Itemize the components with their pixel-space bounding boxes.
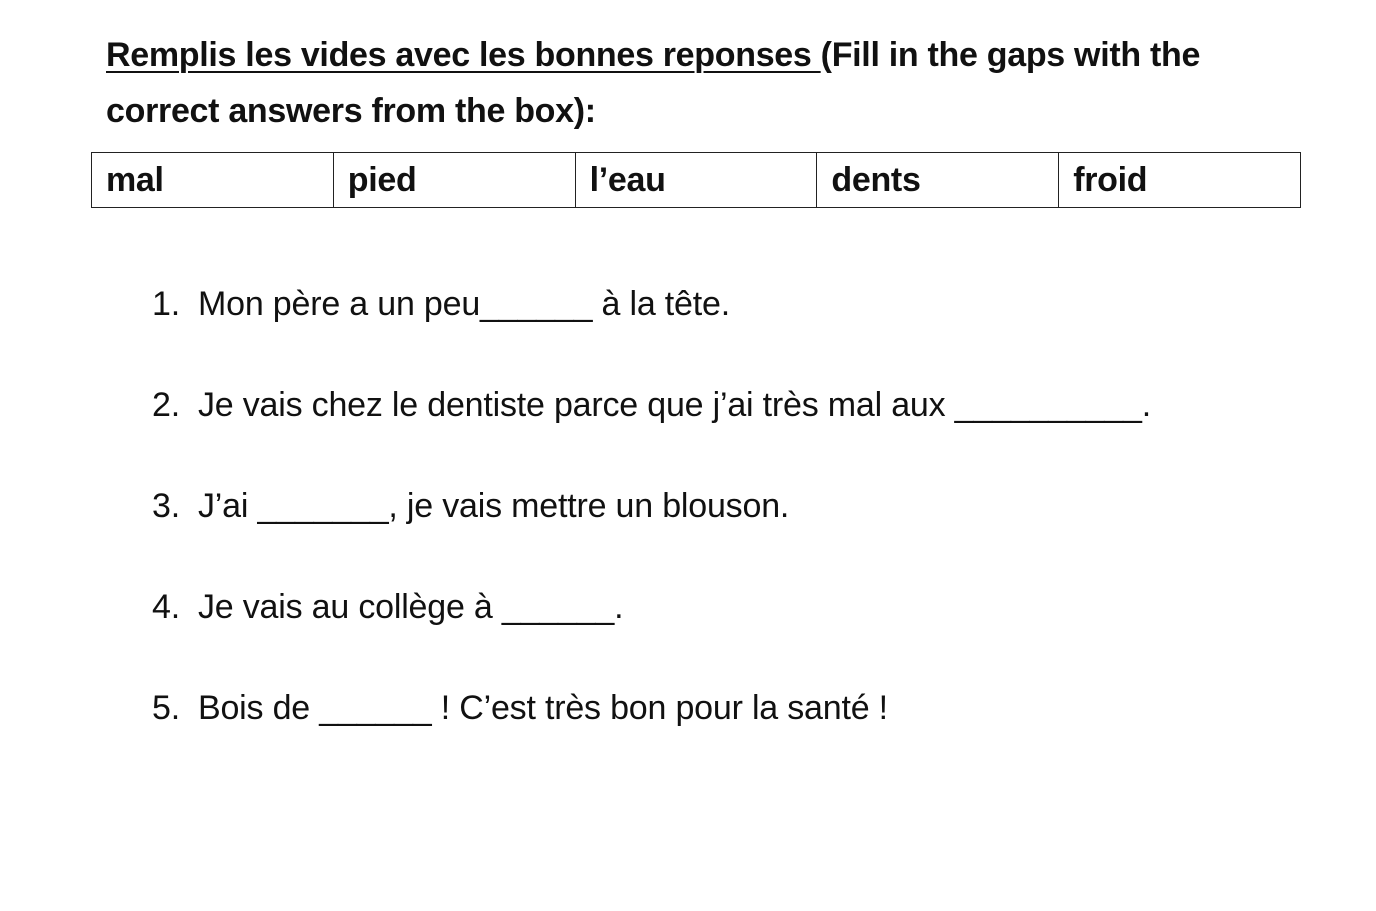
question-text: Bois de ______ ! C’est très bon pour la santé !	[198, 689, 888, 727]
question-number: 2.	[152, 386, 180, 424]
question-item	[152, 386, 1332, 487]
question-number: 4.	[152, 588, 180, 626]
question-list	[152, 285, 1332, 790]
instruction-heading	[106, 27, 1296, 139]
word-box-cell: pied	[333, 153, 575, 208]
question-item	[152, 588, 1332, 689]
word-box-cell: froid	[1059, 153, 1301, 208]
question-text: Je vais au collège à ______.	[198, 588, 624, 626]
word-box-table	[91, 152, 1301, 208]
question-text: J’ai _______, je vais mettre un blouson.	[198, 487, 790, 525]
instruction-french: Remplis les vides avec les bonnes reponses	[106, 36, 821, 74]
question-number: 3.	[152, 487, 180, 525]
question-text: Je vais chez le dentiste parce que j’ai très mal aux __________.	[198, 386, 1152, 424]
word-box-cell: mal	[92, 153, 334, 208]
question-number: 5.	[152, 689, 180, 727]
question-item	[152, 487, 1332, 588]
question-text: Mon père a un peu______ à la tête.	[198, 285, 730, 323]
question-item	[152, 285, 1332, 386]
question-item	[152, 689, 1332, 790]
question-number: 1.	[152, 285, 180, 323]
instruction-english: (Fill in the gaps with the correct answers from the box):	[106, 36, 1201, 130]
word-box-cell: l’eau	[575, 153, 817, 208]
word-box-row	[92, 153, 1301, 208]
word-box-cell: dents	[817, 153, 1059, 208]
